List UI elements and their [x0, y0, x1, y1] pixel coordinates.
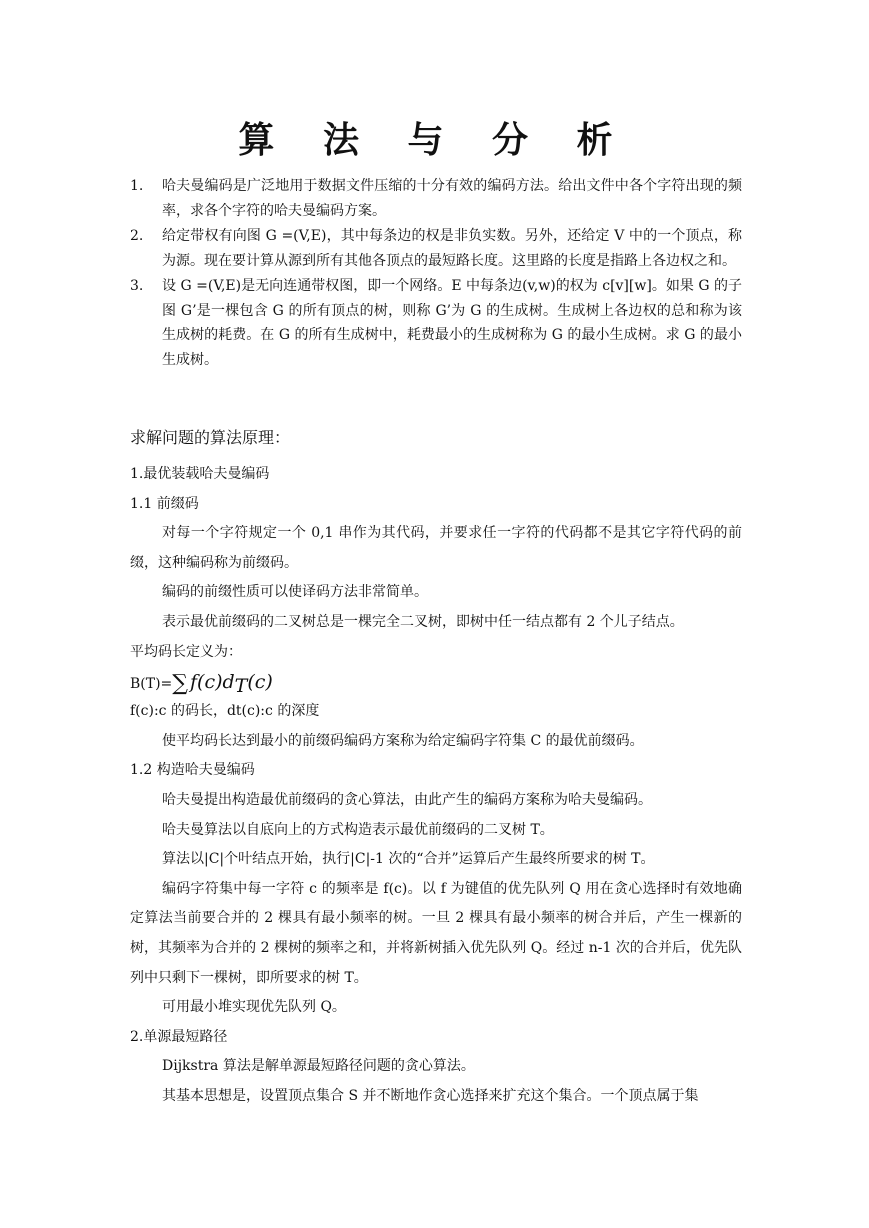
problem-list [130, 174, 742, 373]
problem-item-1 [130, 174, 742, 223]
problem-item-3 [130, 274, 742, 372]
formula-lhs: B(T)= [130, 676, 173, 693]
paragraph: f(c):c 的码长，dt(c):c 的深度 [130, 703, 320, 720]
section-heading: 求解问题的算法原理： [130, 428, 291, 447]
paragraph: 对每一个字符规定一个 0,1 串作为其代码，并要求任一字符的代码都不是其它字符代码的前缀，这种编码称为前缀码。 [130, 525, 742, 571]
heading-huffman: 1.最优装载哈夫曼编码 [130, 466, 270, 482]
formula-tail: (c) [247, 671, 273, 694]
body-content [130, 460, 742, 1111]
problem-text: 给定带权有向图 G =(V,E)，其中每条边的权是非负实数。另外，还给定 V 中的一个顶点，称为源。现在要计算从源到所有其他各顶点的最短路长度。这里路的长度是指路上各边权之和。 [162, 228, 742, 269]
problem-number: 1. [130, 178, 144, 194]
heading-prefix-code: 1.1 前缀码 [130, 495, 199, 512]
average-code-length-formula [130, 667, 742, 697]
paragraph: Dijkstra 算法是解单源最短路径问题的贪心算法。 [162, 1058, 475, 1075]
problem-item-2 [130, 224, 742, 273]
sum-symbol: ∑ [172, 671, 188, 697]
formula-term: f(c)d [190, 671, 235, 694]
paragraph: 其基本思想是，设置顶点集合 S 并不断地作贪心选择来扩充这个集合。一个顶点属于集 [162, 1087, 699, 1104]
problem-text: 哈夫曼编码是广泛地用于数据文件压缩的十分有效的编码方法。给出文件中各个字符出现的频率，求各个字符的哈夫曼编码方案。 [162, 178, 742, 219]
paragraph: 平均码长定义为： [130, 643, 242, 660]
paragraph: 使平均码长达到最小的前缀码编码方案称为给定编码字符集 C 的最优前缀码。 [162, 732, 644, 749]
paragraph: 哈夫曼算法以自底向上的方式构造表示最优前缀码的二叉树 T。 [162, 821, 554, 838]
paragraph: 编码的前缀性质可以使译码方法非常简单。 [162, 584, 428, 601]
problem-text: 设 G =(V,E)是无向连通带权图，即一个网络。E 中每条边(v,w)的权为 c[v][w]。如果 G 的子图 G’是一棵包含 G 的所有顶点的树，则称 G’为 G 的生成树。生成树上各边权的总和称为该生成树的耗费。在 G 的所有生成树中，耗费最小的生成树称为 G 的最小生成树。求 G 的最小生成树。 [162, 278, 742, 368]
document-title: 算 法 与 分 析 [238, 119, 631, 161]
heading-construct-huffman: 1.2 构造哈夫曼编码 [130, 762, 255, 779]
paragraph: 可用最小堆实现优先队列 Q。 [162, 999, 346, 1016]
paragraph: 编码字符集中每一字符 c 的频率是 f(c)。以 f 为键值的优先队列 Q 用在贪心选择时有效地确定算法当前要合并的 2 棵具有最小频率的树。一旦 2 棵具有最小频率的树合并后，产生一棵新的树，其频率为合并的 2 棵树的频率之和，并将新树插入优先队列 Q。经过 n-1 次的合并后，优先队列中只剩下一棵树，即所要求的树 T。 [130, 880, 742, 986]
paragraph: 表示最优前缀码的二叉树总是一棵完全二叉树，即树中任一结点都有 2 个儿子结点。 [162, 613, 684, 630]
problem-number: 3. [130, 278, 144, 294]
paragraph: 算法以|C|个叶结点开始，执行|C|-1 次的“合并”运算后产生最终所要求的树 T。 [162, 851, 655, 868]
formula-subscript: T [234, 674, 248, 697]
heading-shortest-path: 2.单源最短路径 [130, 1028, 228, 1045]
paragraph: 哈夫曼提出构造最优前缀码的贪心算法，由此产生的编码方案称为哈夫曼编码。 [162, 791, 652, 808]
problem-number: 2. [130, 228, 144, 244]
